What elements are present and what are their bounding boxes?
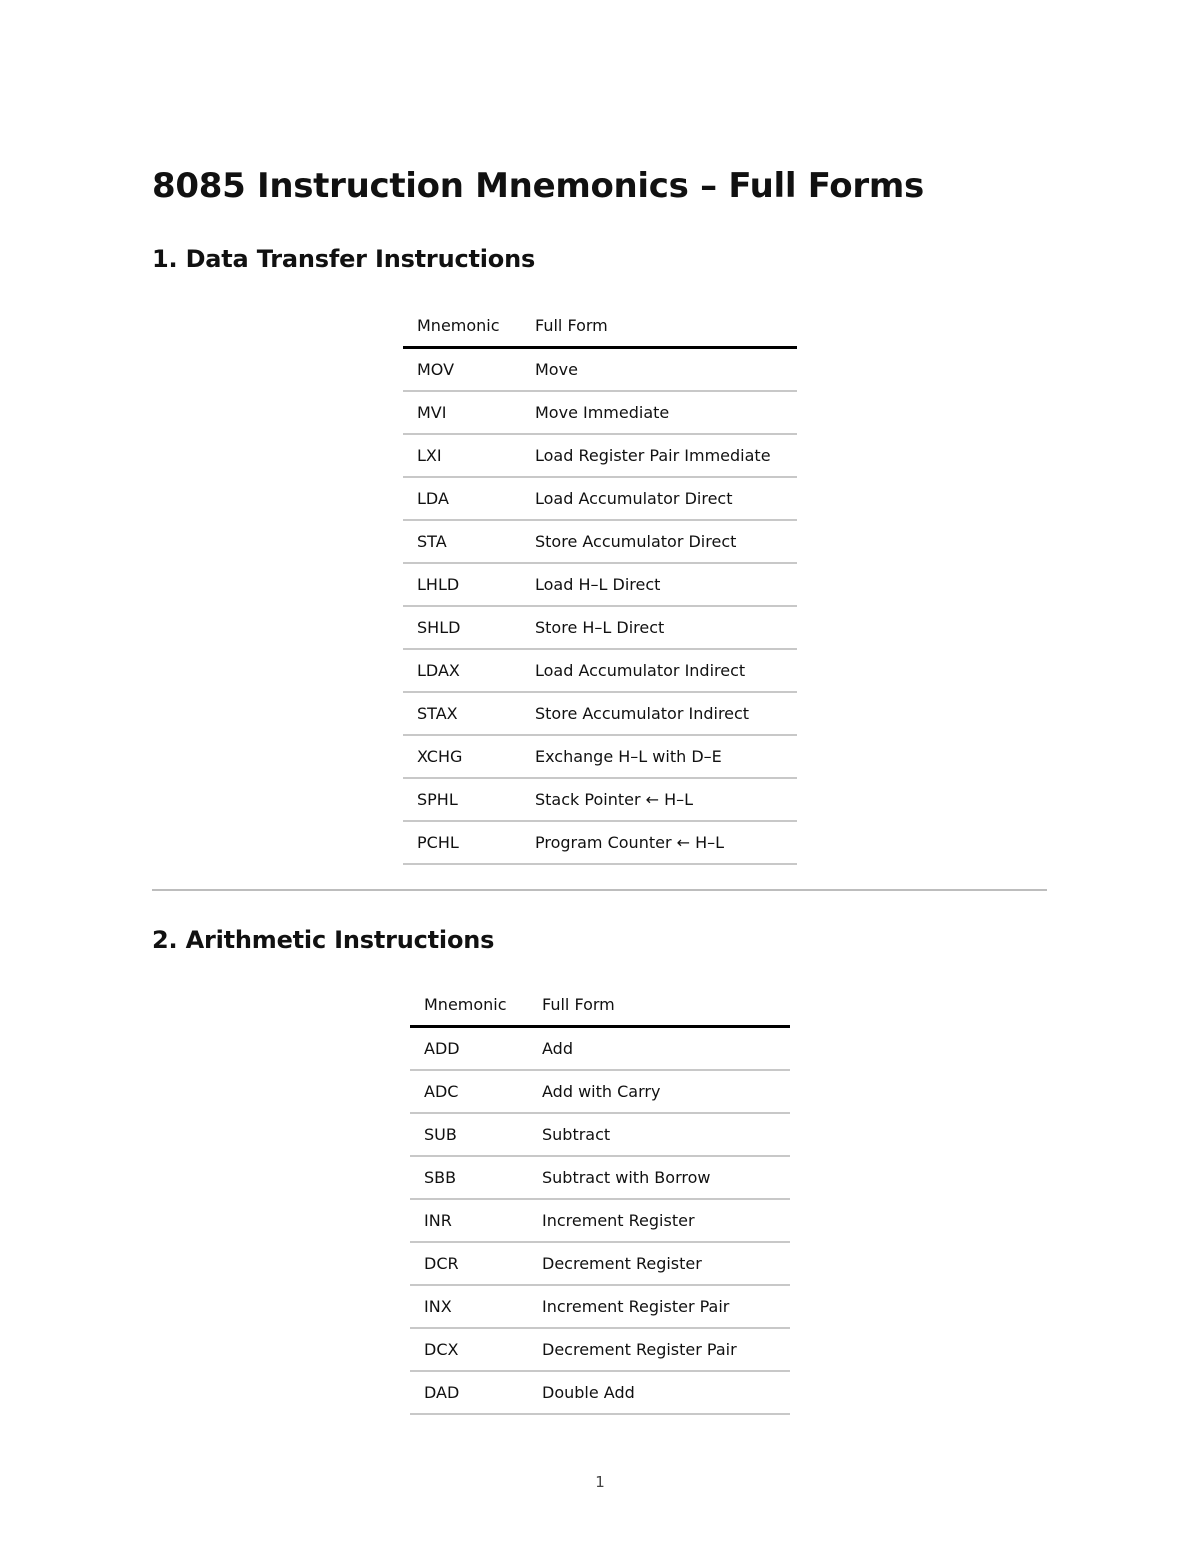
full-form-cell: Add with Carry [528, 1070, 790, 1113]
table-row [403, 606, 797, 649]
column-header-mnemonic: Mnemonic [410, 983, 528, 1027]
full-form-cell: Increment Register Pair [528, 1285, 790, 1328]
full-form-cell: Move Immediate [521, 391, 797, 434]
arithmetic-table [410, 983, 790, 1415]
full-form-cell: Load Accumulator Direct [521, 477, 797, 520]
table-row [410, 1199, 790, 1242]
table-row [403, 520, 797, 563]
data-transfer-table [403, 304, 797, 865]
table-row [410, 1156, 790, 1199]
column-header-full-form: Full Form [521, 304, 797, 348]
column-header-mnemonic: Mnemonic [403, 304, 521, 348]
column-header-full-form: Full Form [528, 983, 790, 1027]
mnemonic-cell: STA [403, 520, 521, 563]
table-row [410, 1113, 790, 1156]
full-form-cell: Subtract [528, 1113, 790, 1156]
table-row [403, 692, 797, 735]
table-header-row [403, 304, 797, 348]
table-row [410, 1371, 790, 1414]
mnemonic-cell: LXI [403, 434, 521, 477]
full-form-cell: Stack Pointer ← H–L [521, 778, 797, 821]
section-divider [152, 889, 1047, 891]
mnemonic-cell: DCR [410, 1242, 528, 1285]
table-row [403, 477, 797, 520]
mnemonic-cell: LHLD [403, 563, 521, 606]
mnemonic-cell: INX [410, 1285, 528, 1328]
full-form-cell: Program Counter ← H–L [521, 821, 797, 864]
table-row [403, 778, 797, 821]
mnemonic-cell: LDAX [403, 649, 521, 692]
mnemonic-cell: STAX [403, 692, 521, 735]
full-form-cell: Move [521, 348, 797, 392]
table-row [403, 649, 797, 692]
table-row [410, 1070, 790, 1113]
table-row [403, 563, 797, 606]
mnemonic-cell: INR [410, 1199, 528, 1242]
mnemonic-cell: PCHL [403, 821, 521, 864]
full-form-cell: Decrement Register Pair [528, 1328, 790, 1371]
table-row [403, 391, 797, 434]
mnemonic-cell: MOV [403, 348, 521, 392]
full-form-cell: Exchange H–L with D–E [521, 735, 797, 778]
table-row [410, 1242, 790, 1285]
full-form-cell: Store Accumulator Indirect [521, 692, 797, 735]
table-header-row [410, 983, 790, 1027]
full-form-cell: Load Accumulator Indirect [521, 649, 797, 692]
section-heading-arithmetic: 2. Arithmetic Instructions [152, 926, 495, 954]
table-row [410, 1285, 790, 1328]
table-row [403, 348, 797, 392]
full-form-cell: Store H–L Direct [521, 606, 797, 649]
full-form-cell: Subtract with Borrow [528, 1156, 790, 1199]
mnemonic-cell: LDA [403, 477, 521, 520]
arithmetic-table-body [410, 1027, 790, 1415]
table-row [403, 735, 797, 778]
table-row [410, 1328, 790, 1371]
full-form-cell: Increment Register [528, 1199, 790, 1242]
full-form-cell: Decrement Register [528, 1242, 790, 1285]
page-number: 1 [595, 1473, 605, 1491]
full-form-cell: Store Accumulator Direct [521, 520, 797, 563]
full-form-cell: Load Register Pair Immediate [521, 434, 797, 477]
mnemonic-cell: XCHG [403, 735, 521, 778]
mnemonic-cell: SHLD [403, 606, 521, 649]
page-title: 8085 Instruction Mnemonics – Full Forms [152, 166, 924, 206]
mnemonic-cell: SUB [410, 1113, 528, 1156]
mnemonic-cell: ADD [410, 1027, 528, 1071]
full-form-cell: Double Add [528, 1371, 790, 1414]
full-form-cell: Add [528, 1027, 790, 1071]
mnemonic-cell: MVI [403, 391, 521, 434]
mnemonic-cell: DAD [410, 1371, 528, 1414]
section-heading-data-transfer: 1. Data Transfer Instructions [152, 245, 536, 273]
table-row [403, 434, 797, 477]
table-row [410, 1027, 790, 1071]
table-row [403, 821, 797, 864]
mnemonic-cell: ADC [410, 1070, 528, 1113]
full-form-cell: Load H–L Direct [521, 563, 797, 606]
mnemonic-cell: SPHL [403, 778, 521, 821]
mnemonic-cell: DCX [410, 1328, 528, 1371]
mnemonic-cell: SBB [410, 1156, 528, 1199]
data-transfer-table-body [403, 348, 797, 865]
